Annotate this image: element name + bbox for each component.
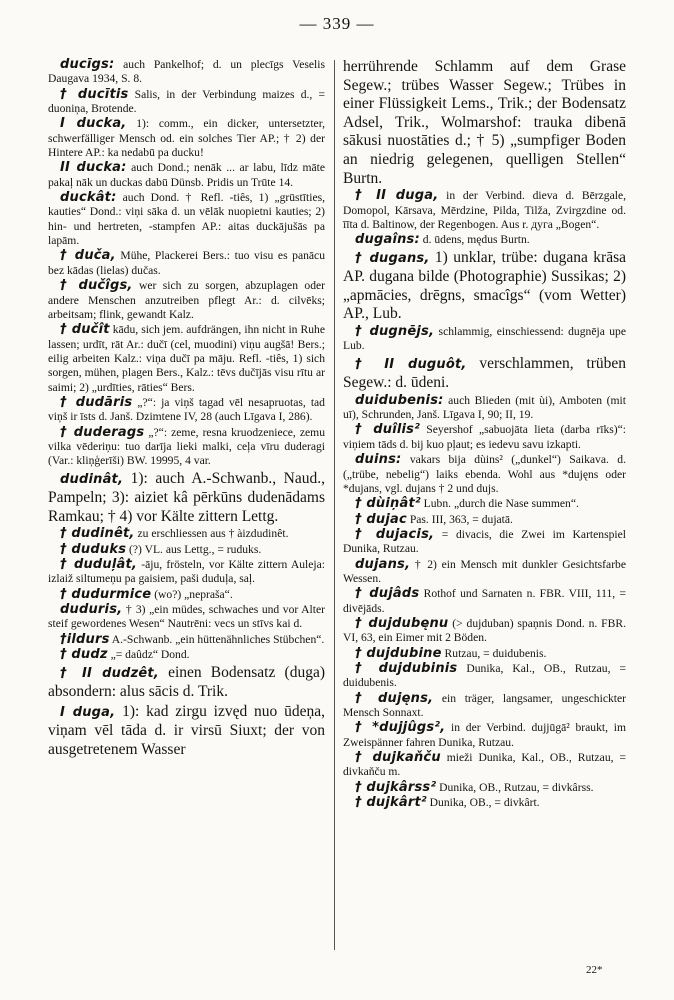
entry-headword: † dudz: [60, 647, 108, 663]
entry-headword: † II dudzêt,: [60, 665, 159, 681]
dictionary-entry: [48, 279, 325, 322]
entry-definition: (?) VL. aus Lettg., = ruduks.: [126, 542, 262, 556]
dictionary-entry: [48, 703, 325, 760]
entry-definition: einen Bodensatz (duga) absondern: alus sācis d. Trik.: [48, 663, 325, 701]
footer-signature-mark: 22*: [586, 964, 603, 976]
dictionary-entry: [343, 423, 626, 452]
entry-definition: -āju, frösteln, vor Kälte zittern Auleja: izlaiž siltumeņu pa gaisiem, paši duduļa, saļ.: [48, 558, 325, 586]
entry-definition: herrührende Schlamm auf dem Grase Segew.; trübes Wasser Segew.; Trübes in einer Flüssigkeit Lems., Trik.; der Bodensatz Adsel, Trik., Wolmarshof: trauka dibenā sākusi nuostāties d.; † 5) „sumpfiger Boden an niedrig gelegenen, quelligen Stellen“ Burtn.: [343, 58, 626, 187]
dictionary-entry: [343, 751, 626, 780]
dictionary-entry: [48, 664, 325, 702]
entry-definition: auch Pankelhof; d. un plecīgs Veselis Daugava 1934, S. 8.: [48, 58, 325, 86]
entry-headword: † dudāris: [60, 394, 133, 410]
dictionary-entry: [48, 588, 325, 602]
entry-headword: † *dujjûgs²,: [355, 720, 446, 736]
dictionary-entry: [48, 470, 325, 527]
dictionary-entry: [343, 617, 626, 646]
dictionary-entry: [343, 692, 626, 721]
entry-definition: mieži Dunika, Kal., OB., Rutzau, = divkaňču m.: [343, 751, 626, 779]
dictionary-entry: [48, 249, 325, 278]
entry-definition: Rothof und Sarnaten n. FBR. VIII, 111, = divējāds.: [343, 587, 626, 615]
entry-headword: † dudurmice: [60, 586, 152, 602]
entry-headword: I duga,: [60, 704, 116, 720]
entry-headword: † dujdubinis: [355, 660, 458, 676]
entry-definition: Pas. III, 363, = dujatā.: [406, 512, 513, 526]
dictionary-entry: [343, 558, 626, 587]
dictionary-entry: [48, 603, 325, 632]
dictionary-entry: [343, 58, 626, 188]
entry-headword: † dujkârss²: [355, 779, 437, 795]
entry-headword: II ducka:: [60, 160, 127, 176]
entry-definition: d. ūdens, mędus Burtn.: [419, 233, 530, 247]
entry-definition: „?“: zeme, resna kruodzeniece, zemu vilka vēderiņu: tuo darīja lieki malki, ceļa vīru duderagi (Var.: kliņģerīši) BW. 19995, 4 var.: [48, 425, 325, 468]
entry-definition: in der Verbind. dujjūgā² braukt, im Zweispänner fahren Dunika, Rutzau.: [343, 721, 626, 749]
entry-headword: † dujkârt²: [355, 795, 427, 811]
column-divider: [334, 60, 335, 950]
dictionary-entry: [343, 662, 626, 691]
entry-headword: duidubenis:: [355, 392, 444, 408]
entry-definition: zu erschliessen aus † àizdudinêt.: [134, 527, 289, 541]
dictionary-entry: [48, 558, 325, 587]
entry-definition: = divacis, die Zwei im Kartenspiel Dunika, Rutzau.: [343, 527, 626, 556]
entry-definition: Mühe, Plackerei Bers.: tuo visu es panācu bez kādas (lielas) dučas.: [48, 249, 325, 277]
entry-headword: dugaîns:: [355, 232, 420, 248]
entry-headword: † duduļât,: [60, 557, 138, 573]
entry-headword: ducīgs:: [60, 57, 115, 72]
entry-headword: † dučîgs,: [60, 278, 133, 294]
right-column: [343, 58, 626, 811]
entry-headword: duckât:: [60, 190, 117, 206]
entry-definition: auch Dond. † Refl. -tiês, 1) „grūstīties, kauties“ Dond.: viņi sāka d. un vēlāk nuopietni kauties; 2) hin- und hertreten, -stampfen AP.: aitas duckājušās pa lapām.: [48, 191, 325, 248]
entry-definition: „= daûdz“ Dond.: [107, 648, 190, 662]
entry-definition: 1): auch A.-Schwanb., Naud., Pampeln; 3): aiziet kâ pērkūns dudenādams Ramkau; † 4) vor Kälte zittern Lettg.: [48, 469, 325, 525]
dictionary-entry: [343, 249, 626, 324]
entry-definition: ein träger, langsamer, ungeschickter Mensch Sonnaxt.: [343, 691, 627, 719]
entry-headword: † dugans,: [355, 250, 430, 266]
entry-definition: „?“: ja viņš tagad vēl nesapruotas, tad viņš ir īsts d. Janš. Dzimtene IV, 28 (auch Līgava I, 286).: [48, 395, 325, 424]
dictionary-entry: [343, 587, 626, 616]
dictionary-entry: [343, 325, 626, 354]
entry-definition: † 3) „ein müdes, schwaches und vor Alter steif gewordenes Wesen“ Nautrēni: vecs un stīvs kai d.: [48, 603, 325, 631]
entry-headword: † dudinêt,: [60, 526, 135, 542]
entry-definition: Dunika, Kal., OB., Rutzau, = duidubenis.: [343, 661, 626, 690]
entry-definition: 1): kad zirgu izvęd nuo ūdeņa, viņam vēl tāda d. ir virsū Siuxt; der von ausgetretenem Wasser: [48, 702, 325, 758]
entry-definition: † 2) ein Mensch mit dunkler Gesichtsfarbe Wessen.: [343, 557, 626, 585]
dictionary-entry: [343, 189, 626, 232]
entry-headword: dudinât,: [60, 471, 124, 487]
entry-headword: † dujac: [355, 511, 407, 527]
entry-definition: kādu, sich jem. aufdrängen, ihn nicht in Ruhe lassen; urdīt, rāt Ar.: dučī (cel, muodini) viņu augšā! Bers.; eilig arbeiten Kalz.: viņa dučī pa māju. Refl. -tiês, 1) sich sorgen, mühen, plagen Bers., Kalz.: tēvs dučījās visu rītu ar saimi; 2) „urdīties, rāties“ Bers.: [48, 323, 325, 394]
entry-headword: † duderags: [60, 424, 145, 440]
entry-definition: (> dujduban) spaņnis Dond. n. FBR. VI, 63, ein Eimer mit 2 Böden.: [343, 616, 626, 645]
dictionary-entry: [343, 796, 626, 810]
entry-headword: † dujęns,: [355, 690, 434, 706]
entry-definition: in der Verbind. dieva d. Bērzgale, Domopol, Kārsava, Mērdzine, Pilda, Tilža, Zvirgzdine od. īīta d. Baltinow, der Regenbogen. Aus r. дуга „Bogen“.: [343, 189, 626, 231]
dictionary-entry: [48, 58, 325, 87]
dictionary-entry: [48, 191, 325, 248]
entry-headword: † duduks: [60, 541, 127, 557]
entry-definition: schlammig, einschiessend: dugnēja upe Lub.: [343, 324, 626, 353]
dictionary-entry: [343, 394, 626, 423]
dictionary-entry: [48, 426, 325, 469]
dictionary-entry: [48, 527, 325, 541]
entry-definition: auch Dond.; nenāk ... ar labu, līdz māte pakaļ nāk un duckas dabū Dünsb. Pridis un Trūte 14.: [48, 161, 325, 189]
dictionary-entry: [343, 233, 626, 247]
dictionary-entry: [48, 323, 325, 395]
dictionary-entry: [48, 543, 325, 557]
dictionary-entry: [48, 117, 325, 160]
dictionary-entry: [343, 721, 626, 750]
dictionary-entry: [343, 453, 626, 496]
entry-definition: auch Blieden (mit ùi), Amboten (mit uī), Schrunden, Janš. Līgava I, 90; II, 19.: [343, 393, 626, 422]
entry-headword: duins:: [355, 452, 402, 468]
entry-headword: †ildurs: [60, 631, 110, 647]
entry-headword: † dujkaňču: [355, 750, 441, 766]
entry-headword: † II duga,: [355, 188, 439, 204]
entry-definition: wer sich zu sorgen, abzuplagen oder andere Menschen anzutreiben pflegt Ar.: d. cilvēks; arbeitsam; flink, gewandt Kalz.: [48, 279, 325, 321]
dictionary-entry: [48, 648, 325, 662]
dictionary-entry: [343, 497, 626, 511]
entry-headword: † dujdubine: [355, 645, 442, 661]
entry-headword: † duča,: [60, 248, 116, 264]
entry-definition: (wo?) „nepraša“.: [151, 587, 233, 601]
entry-headword: † dujdubęnu: [355, 615, 449, 631]
dictionary-entry: [48, 161, 325, 190]
entry-definition: Salis, in der Verbindung maizes d., = duoniņa, Brotende.: [48, 87, 325, 116]
dictionary-entry: [343, 647, 626, 661]
entry-headword: † II duguôt,: [355, 356, 467, 372]
entry-headword: I ducka,: [60, 116, 127, 132]
dictionary-entry: [48, 88, 325, 117]
entry-headword: † dugnējs,: [355, 323, 435, 339]
entry-definition: 1): comm., ein dicker, untersetzter, schwerfälliger Mensch od. ein solches Tier AP.; † 2) der Hintere AP.: ka nedabū pa ducku!: [48, 117, 325, 160]
dictionary-entry: [48, 396, 325, 425]
entry-headword: † ducītis: [60, 86, 129, 102]
entry-definition: Dunika, OB., Rutzau, = divkârss.: [436, 780, 594, 794]
page-header: — 339 —: [299, 14, 375, 33]
entry-headword: † dùiņât²: [355, 496, 421, 512]
entry-definition: 1) unklar, trübe: dugana krāsa AP. dugana bilde (Photographie) Sussikas; 2) „apmācies, drēgns, smacîgs“ (vom Wetter) AP., Lub.: [343, 248, 626, 323]
entry-definition: vakars bija dùins² („dunkel“) Saikava. d. („trübe, nebelig“) laiks ebenda. Wohl aus *dujęns oder *dujans, vgl. dujans † 2 und dujs.: [343, 453, 626, 495]
entry-headword: † dučît: [60, 322, 110, 338]
entry-headword: † duîlis²: [355, 422, 420, 438]
entry-headword: duduris,: [60, 602, 123, 618]
dictionary-entry: [343, 355, 626, 393]
dictionary-entry: [343, 781, 626, 795]
entry-definition: Seyershof „sabuojāta lieta (darba rīks)“: viņiem tāds d. bij kuo pļaut; es iedevu savu izkapti.: [343, 423, 626, 451]
dictionary-entry: [48, 633, 325, 647]
entry-definition: A.-Schwanb. „ein hüttenähnliches Stübchen“.: [109, 632, 325, 646]
dictionary-entry: [343, 513, 626, 527]
entry-headword: † dujacis,: [355, 526, 435, 542]
dictionary-entry: [343, 528, 626, 557]
entry-definition: Lubn. „durch die Nase summen“.: [420, 497, 579, 511]
left-column: [48, 58, 325, 760]
entry-definition: Dunika, OB., = divkârt.: [426, 796, 540, 810]
entry-headword: dujans,: [355, 556, 411, 572]
entry-definition: verschlammen, trüben Segew.: d. ūdeni.: [343, 354, 626, 392]
entry-definition: Rutzau, = duidubenis.: [441, 646, 547, 660]
entry-headword: † dujâds: [355, 586, 420, 602]
